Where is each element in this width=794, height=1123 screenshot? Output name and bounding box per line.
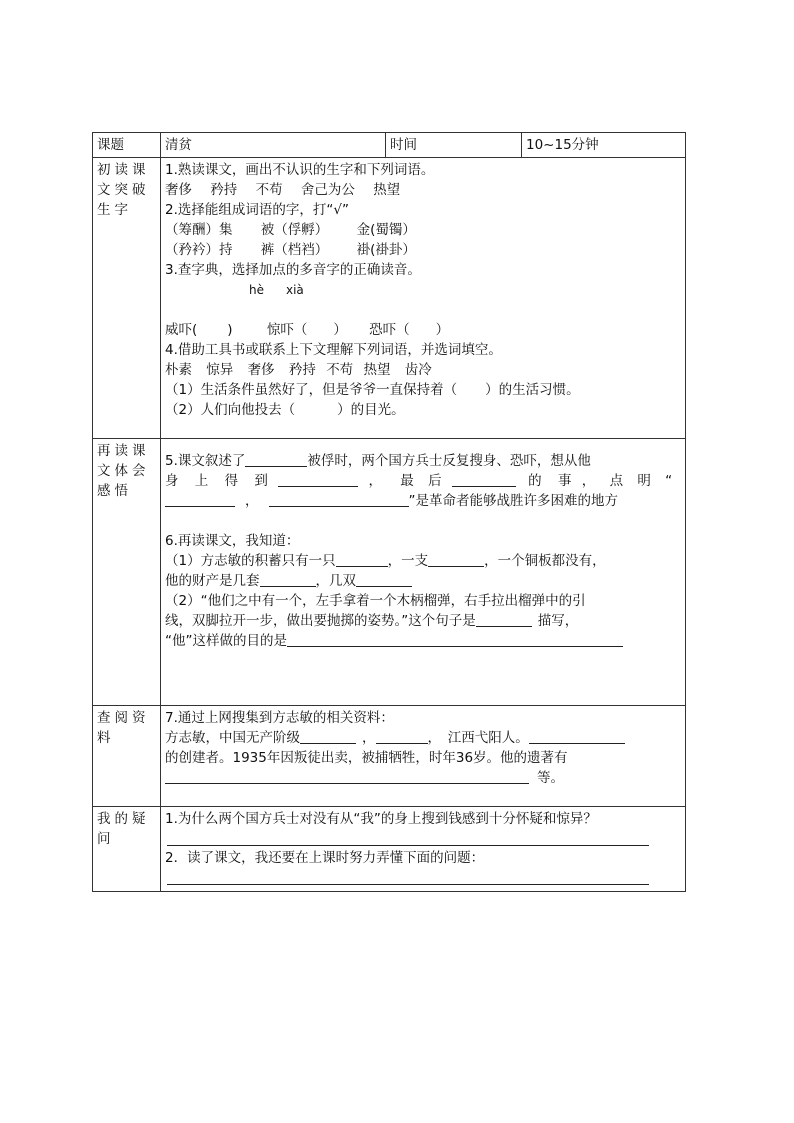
choice: （矜衿）持 bbox=[165, 242, 233, 258]
q4-sentence-2: （2）人们向他投去（ ）的目光。 bbox=[165, 402, 405, 418]
q4-words bbox=[165, 360, 681, 380]
q7-text: 7.通过上网搜集到方志敏的相关资料： bbox=[165, 710, 394, 726]
blank[interactable] bbox=[260, 572, 316, 587]
section-research bbox=[93, 706, 686, 807]
blank[interactable] bbox=[287, 632, 623, 647]
blank[interactable] bbox=[165, 492, 235, 507]
side-label-questions: 我的疑问 bbox=[93, 807, 161, 892]
word: 恐吓（ bbox=[369, 322, 410, 338]
choice: 金(蜀镯） bbox=[356, 222, 416, 238]
q3-pinyin bbox=[165, 280, 681, 300]
word: 惊吓（ bbox=[266, 322, 308, 338]
word: 热望 bbox=[373, 182, 401, 198]
word: 不苟 bbox=[326, 362, 354, 378]
first-reading-content bbox=[161, 158, 686, 439]
word: 矜持 bbox=[210, 182, 238, 198]
choice: 褂(褂卦） bbox=[356, 242, 416, 258]
q5-line-2: 身 上 得 到 ， 最 后 的 事 ， 点 明 “ bbox=[165, 473, 673, 489]
q6-1-line-2: 他的财产是几套 ，几双 bbox=[165, 571, 681, 591]
q6-2-line-1: （2）“他们之中有一个，左手拿着一个木柄榴弹，右手拉出榴弹中的引 bbox=[165, 593, 586, 609]
blank[interactable] bbox=[529, 729, 625, 744]
q6-text: 6.再读课文，我知道： bbox=[165, 533, 300, 549]
q3-words bbox=[165, 320, 681, 340]
blank[interactable] bbox=[300, 729, 356, 744]
side-label-first-reading: 初读课文突破生字 bbox=[93, 158, 161, 439]
q6-1-line-1: （1）方志敏的积蓄只有一只 ，一支 ，一个铜板都没有， bbox=[165, 553, 606, 569]
paren: ） bbox=[333, 322, 347, 338]
q1-words bbox=[165, 180, 681, 200]
q5-line-1: 5.课文叙述了 被俘时，两个国方兵士反复搜身、恐吓，想从他 bbox=[165, 453, 591, 469]
label-topic: 课题 bbox=[93, 133, 161, 158]
answer-line-1[interactable] bbox=[167, 829, 649, 846]
paren: ) bbox=[227, 322, 233, 338]
q6-2-line-2: 线，双脚拉开一步，做出要抛掷的姿势。”这个句子是 描写， bbox=[165, 613, 579, 629]
word: 惊异 bbox=[206, 362, 234, 378]
section-second-reading bbox=[93, 439, 686, 706]
pinyin-he: hè bbox=[249, 283, 264, 297]
word: 不苟 bbox=[255, 182, 283, 198]
blank[interactable] bbox=[278, 472, 358, 487]
q1-text: 1.熟读课文，画出不认识的生字和下列词语。 bbox=[165, 162, 435, 178]
word: 威吓( bbox=[165, 322, 198, 338]
blank[interactable] bbox=[452, 472, 516, 487]
topic-value: 清贫 bbox=[161, 133, 386, 158]
section-first-reading bbox=[93, 158, 686, 439]
side-label-research: 查阅资料 bbox=[93, 706, 161, 807]
word: 热望 bbox=[363, 362, 391, 378]
choice: （筹酬）集 bbox=[165, 222, 233, 238]
q5-line-3: ， ”是革命者能够战胜许多困难的地方 bbox=[165, 491, 681, 511]
q7-line-2: 的创建者。1935年因叛徒出卖，被捕牺牲，时年36岁。他的遗著有 bbox=[165, 750, 568, 766]
word: 齿冷 bbox=[404, 362, 432, 378]
word: 奢侈 bbox=[247, 362, 275, 378]
q2-row-2 bbox=[165, 240, 681, 260]
question-2: 2．读了课文，我还要在上课时努力弄懂下面的问题： bbox=[165, 850, 485, 866]
word: 奢侈 bbox=[165, 182, 192, 198]
q2-row-1 bbox=[165, 220, 681, 240]
word: 朴素 bbox=[165, 362, 192, 378]
worksheet-table bbox=[92, 132, 686, 892]
time-value: 10~15分钟 bbox=[522, 133, 686, 158]
q3-text: 3.查字典，选择加点的多音字的正确读音。 bbox=[165, 262, 421, 278]
blank[interactable] bbox=[165, 769, 529, 784]
blank[interactable] bbox=[428, 552, 484, 567]
q4-sentence-1: （1）生活条件虽然好了，但是爷爷一直保持着（ ）的生活习惯。 bbox=[165, 382, 580, 398]
blank[interactable] bbox=[336, 552, 388, 567]
q2-text: 2.选择能组成词语的字，打“√” bbox=[165, 202, 349, 218]
q4-text: 4.借助工具书或联系上下文理解下列词语，并选词填空。 bbox=[165, 342, 502, 358]
q7-line-3: 等。 bbox=[165, 768, 681, 788]
q7-line-1: 方志敏，中国无产阶级 ， ， 江西弋阳人。 bbox=[165, 728, 681, 748]
label-time: 时间 bbox=[386, 133, 522, 158]
research-content bbox=[161, 706, 686, 807]
answer-line-2[interactable] bbox=[167, 868, 649, 885]
second-reading-content bbox=[161, 439, 686, 706]
blank[interactable] bbox=[269, 492, 409, 507]
blank[interactable] bbox=[356, 572, 412, 587]
paren: ） bbox=[435, 322, 450, 338]
q6-2-line-3: “他”这样做的目的是 bbox=[165, 631, 681, 651]
word: 矜持 bbox=[288, 362, 316, 378]
header-row bbox=[93, 133, 686, 158]
choice: 被（俘孵） bbox=[260, 222, 329, 238]
blank[interactable] bbox=[476, 612, 532, 627]
pinyin-xia: xià bbox=[286, 283, 304, 297]
blank[interactable] bbox=[245, 452, 307, 467]
questions-content bbox=[161, 807, 686, 892]
side-label-second-reading: 再读课文体会感悟 bbox=[93, 439, 161, 706]
question-1: 1.为什么两个国方兵士对没有从“我”的身上搜到钱感到十分怀疑和惊异？ bbox=[165, 811, 597, 827]
blank[interactable] bbox=[376, 729, 428, 744]
choice: 裤（档裆） bbox=[260, 242, 329, 258]
section-questions bbox=[93, 807, 686, 892]
word: 舍己为公 bbox=[300, 182, 355, 198]
